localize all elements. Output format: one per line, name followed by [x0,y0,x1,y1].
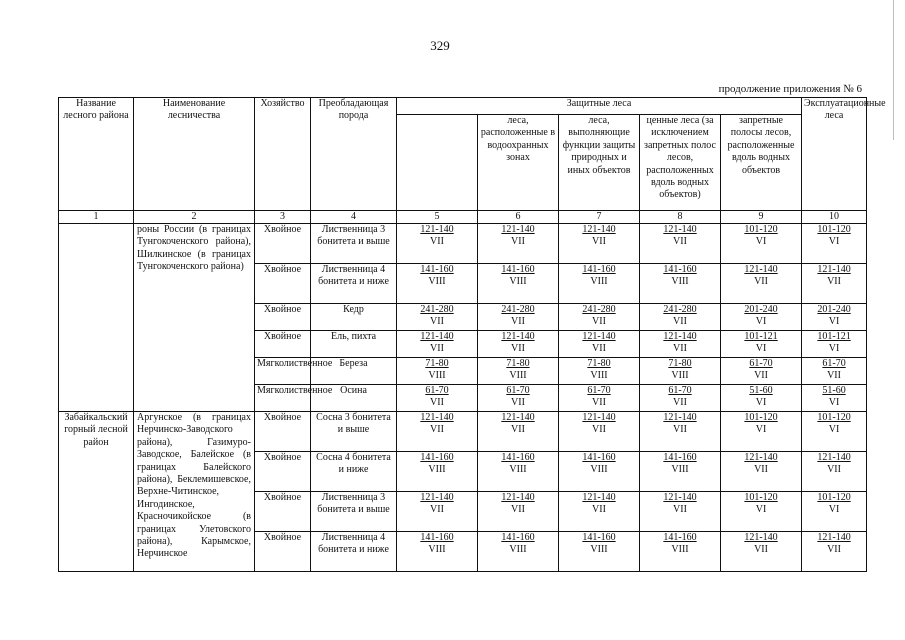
age-class: VII [673,343,687,355]
age-class: VI [755,343,767,355]
age-class-cell [397,264,478,304]
age-class: VII [673,397,687,409]
age-class: VII [592,236,606,248]
forestry-cell: роны России (в границах Тунгокоченского района), Шилкинское (в границах Тунгокоченского района) [134,224,255,412]
age-class: VII [511,424,525,436]
age-range: 141-160 [582,532,616,543]
age-class: VIII [428,276,446,288]
farm-cell: Хвойное [255,224,311,264]
age-range: 241-280 [582,304,616,315]
age-class-cell [721,331,802,358]
age-class-cell [478,412,559,452]
age-class-cell [559,304,640,331]
page-number: 329 [430,38,450,53]
age-class-cell [640,385,721,412]
age-range: 101-120 [817,492,851,503]
age-class: VII [673,424,687,436]
age-class: VII [430,316,444,328]
species-cell: Лиственница 4 бонитета и ниже [311,532,397,572]
column-number: 6 [478,211,559,224]
age-class: VIII [428,370,446,382]
age-class: VII [511,504,525,516]
column-number: 7 [559,211,640,224]
age-class: VII [430,343,444,355]
column-number: 1 [59,211,134,224]
age-class-cell [640,452,721,492]
age-class-cell [559,385,640,412]
age-class: VIII [671,464,689,476]
age-range: 241-280 [420,304,454,315]
age-class: VI [755,504,767,516]
age-class: VII [754,276,768,288]
age-range: 101-121 [744,331,778,342]
age-range: 201-240 [817,304,851,315]
age-class-cell [559,532,640,572]
age-class-cell [559,224,640,264]
age-class-cell [397,385,478,412]
age-class-cell [802,452,867,492]
age-range: 141-160 [501,452,535,463]
age-range: 101-121 [817,331,851,342]
age-class-cell [640,224,721,264]
age-class-cell [721,385,802,412]
age-class-cell [640,331,721,358]
age-class-cell [478,304,559,331]
age-class-cell [559,492,640,532]
age-class-cell [397,452,478,492]
age-class-cell [478,452,559,492]
age-class: VI [755,236,767,248]
age-range: 71-80 [506,358,530,369]
header-forest-district: Название лесного района [59,98,134,211]
age-class-cell [478,492,559,532]
age-class: VII [592,397,606,409]
age-class-cell [397,304,478,331]
age-class: VII [754,544,768,556]
age-range: 101-120 [817,412,851,423]
age-class: VII [754,464,768,476]
age-class: VI [828,316,840,328]
age-range: 121-140 [663,331,697,342]
age-class-cell [397,331,478,358]
age-class: VI [828,504,840,516]
header-farm: Хозяйство [255,98,311,211]
age-range: 121-140 [501,412,535,423]
age-class-cell [559,331,640,358]
table-row [59,412,867,452]
table-row [59,224,867,264]
age-class: VIII [671,370,689,382]
age-class: VII [592,504,606,516]
age-class: VIII [590,370,608,382]
age-class: VI [828,236,840,248]
age-class: VII [827,464,841,476]
age-range: 141-160 [663,452,697,463]
column-number: 8 [640,211,721,224]
age-class-cell [397,224,478,264]
age-range: 101-120 [744,412,778,423]
age-range: 61-70 [822,358,846,369]
age-class: VII [827,370,841,382]
age-range: 121-140 [663,492,697,503]
header-water-protection-zones: леса, расположенные в водоохранных зонах [478,115,559,211]
age-class-cell [640,264,721,304]
age-range: 141-160 [663,264,697,275]
age-range: 121-140 [501,224,535,235]
column-number: 2 [134,211,255,224]
age-class-cell [478,532,559,572]
age-range: 121-140 [817,264,851,275]
age-class: VII [430,397,444,409]
age-range: 121-140 [744,532,778,543]
species-cell: Лиственница 3 бонитета и выше [311,224,397,264]
farm-cell: Хвойное [255,264,311,304]
age-class: VII [430,504,444,516]
age-range: 201-240 [744,304,778,315]
age-class-cell [640,492,721,532]
header-object-protection: леса, выполняющие функции защиты природных и иных объектов [559,115,640,211]
age-class-cell [802,304,867,331]
age-class: VII [430,424,444,436]
age-class-cell [559,452,640,492]
age-class: VII [827,276,841,288]
age-range: 121-140 [744,264,778,275]
age-range: 61-70 [506,385,530,396]
age-range: 71-80 [668,358,692,369]
age-range: 121-140 [582,412,616,423]
age-class-cell [802,412,867,452]
age-class-cell [802,385,867,412]
forest-district-cell: Забайкальский горный лесной район [59,412,134,572]
age-class: VIII [590,464,608,476]
farm-cell: Мягколиственное [255,358,311,385]
forest-age-table [58,97,886,572]
age-class-cell [721,304,802,331]
table-body [59,224,867,572]
age-class: VII [592,316,606,328]
header-dominant-species: Преобладающая порода [311,98,397,211]
age-class-cell [721,264,802,304]
age-class: VII [511,343,525,355]
age-class: VIII [590,544,608,556]
age-class-cell [721,358,802,385]
farm-cell: Мягколиственное [255,385,311,412]
header-forbidden-strips: запретные полосы лесов, расположенные вдоль водных объектов [721,115,802,211]
age-class: VIII [671,544,689,556]
age-class-cell [478,331,559,358]
age-range: 101-120 [744,224,778,235]
column-number-row [59,211,867,224]
farm-cell: Хвойное [255,492,311,532]
age-class-cell [640,304,721,331]
age-range: 121-140 [582,492,616,503]
age-range: 51-60 [749,385,773,396]
scan-edge-line [893,0,894,140]
age-class-cell [802,358,867,385]
forestry-cell: Аргунское (в границах Нерчинско-Заводского района), Газимуро-Заводское, Балейское (в границах Балейского района), Беклемишевское, Верхне-Читинское, Ингодинское, Красночикойское (в границах Улетовского района), Карымское, Нерчинское [134,412,255,572]
species-cell: Сосна 4 бонитета и ниже [311,452,397,492]
age-range: 141-160 [420,532,454,543]
age-class-cell [721,452,802,492]
age-range: 121-140 [420,224,454,235]
age-class: VIII [671,276,689,288]
age-class: VIII [428,544,446,556]
column-number: 10 [802,211,867,224]
species-cell: Ель, пихта [311,331,397,358]
age-range: 121-140 [744,452,778,463]
age-class: VIII [428,464,446,476]
age-class: VIII [509,464,527,476]
header-forestry: Наименование лесничества [134,98,255,211]
species-cell: Береза [311,358,397,385]
age-class-cell [397,532,478,572]
column-number: 3 [255,211,311,224]
age-class: VII [511,316,525,328]
age-range: 121-140 [501,492,535,503]
age-range: 101-120 [817,224,851,235]
species-cell: Кедр [311,304,397,331]
header-valuable-forests: ценные леса (за исключением запретных полос лесов, расположенных вдоль водных объектов) [640,115,721,211]
header-protective-blank [397,115,478,211]
age-class-cell [802,224,867,264]
age-class-cell [397,492,478,532]
age-class-cell [721,532,802,572]
age-range: 141-160 [501,532,535,543]
age-class-cell [397,358,478,385]
age-class-cell [721,492,802,532]
age-range: 121-140 [420,412,454,423]
age-range: 121-140 [582,224,616,235]
age-class-cell [802,532,867,572]
age-class-cell [802,331,867,358]
age-range: 121-140 [501,331,535,342]
age-class-cell [721,224,802,264]
header-exploitation-forests: Эксплуатационные леса [802,98,867,211]
age-class: VII [673,504,687,516]
species-cell: Сосна 3 бонитета и выше [311,412,397,452]
farm-cell: Хвойное [255,304,311,331]
age-range: 71-80 [425,358,449,369]
age-range: 141-160 [501,264,535,275]
age-class: VII [592,343,606,355]
age-range: 101-120 [744,492,778,503]
age-class: VI [755,316,767,328]
age-class: VI [755,424,767,436]
age-class-cell [478,385,559,412]
age-class-cell [478,264,559,304]
age-range: 51-60 [822,385,846,396]
farm-cell: Хвойное [255,331,311,358]
age-class: VIII [509,370,527,382]
age-class: VII [754,370,768,382]
age-class: VIII [590,276,608,288]
species-cell: Осина [311,385,397,412]
species-cell: Лиственница 4 бонитета и ниже [311,264,397,304]
column-number: 9 [721,211,802,224]
age-range: 141-160 [582,452,616,463]
age-range: 141-160 [420,264,454,275]
age-range: 121-140 [582,331,616,342]
age-class: VII [511,236,525,248]
age-class: VI [828,343,840,355]
age-class-cell [802,492,867,532]
age-range: 121-140 [663,412,697,423]
age-class: VII [592,424,606,436]
age-class-cell [721,412,802,452]
age-class-cell [478,224,559,264]
age-range: 71-80 [587,358,611,369]
age-range: 61-70 [668,385,692,396]
age-range: 61-70 [587,385,611,396]
column-number: 5 [397,211,478,224]
age-range: 241-280 [663,304,697,315]
age-range: 61-70 [425,385,449,396]
age-class: VII [673,236,687,248]
age-class: VII [511,397,525,409]
age-class-cell [559,264,640,304]
farm-cell: Хвойное [255,532,311,572]
age-class: VII [673,316,687,328]
age-class-cell [478,358,559,385]
age-class-cell [640,532,721,572]
age-class-cell [640,412,721,452]
age-class: VIII [509,544,527,556]
age-range: 141-160 [420,452,454,463]
age-class-cell [559,412,640,452]
forest-district-cell [59,224,134,412]
age-class: VII [827,544,841,556]
age-class: VI [755,397,767,409]
age-range: 121-140 [663,224,697,235]
continuation-caption: продолжение приложения № 6 [718,83,862,95]
age-class: VIII [509,276,527,288]
age-class-cell [397,412,478,452]
age-range: 141-160 [663,532,697,543]
age-class-cell [802,264,867,304]
age-range: 121-140 [817,532,851,543]
age-range: 121-140 [420,331,454,342]
species-cell: Лиственница 3 бонитета и выше [311,492,397,532]
age-range: 141-160 [582,264,616,275]
age-range: 61-70 [749,358,773,369]
age-class-cell [559,358,640,385]
age-class: VII [430,236,444,248]
age-range: 121-140 [420,492,454,503]
column-number: 4 [311,211,397,224]
header-protective-forests: Защитные леса [397,98,802,115]
age-class: VI [828,397,840,409]
farm-cell: Хвойное [255,452,311,492]
age-range: 241-280 [501,304,535,315]
age-class: VI [828,424,840,436]
age-range: 121-140 [817,452,851,463]
farm-cell: Хвойное [255,412,311,452]
age-class-cell [640,358,721,385]
